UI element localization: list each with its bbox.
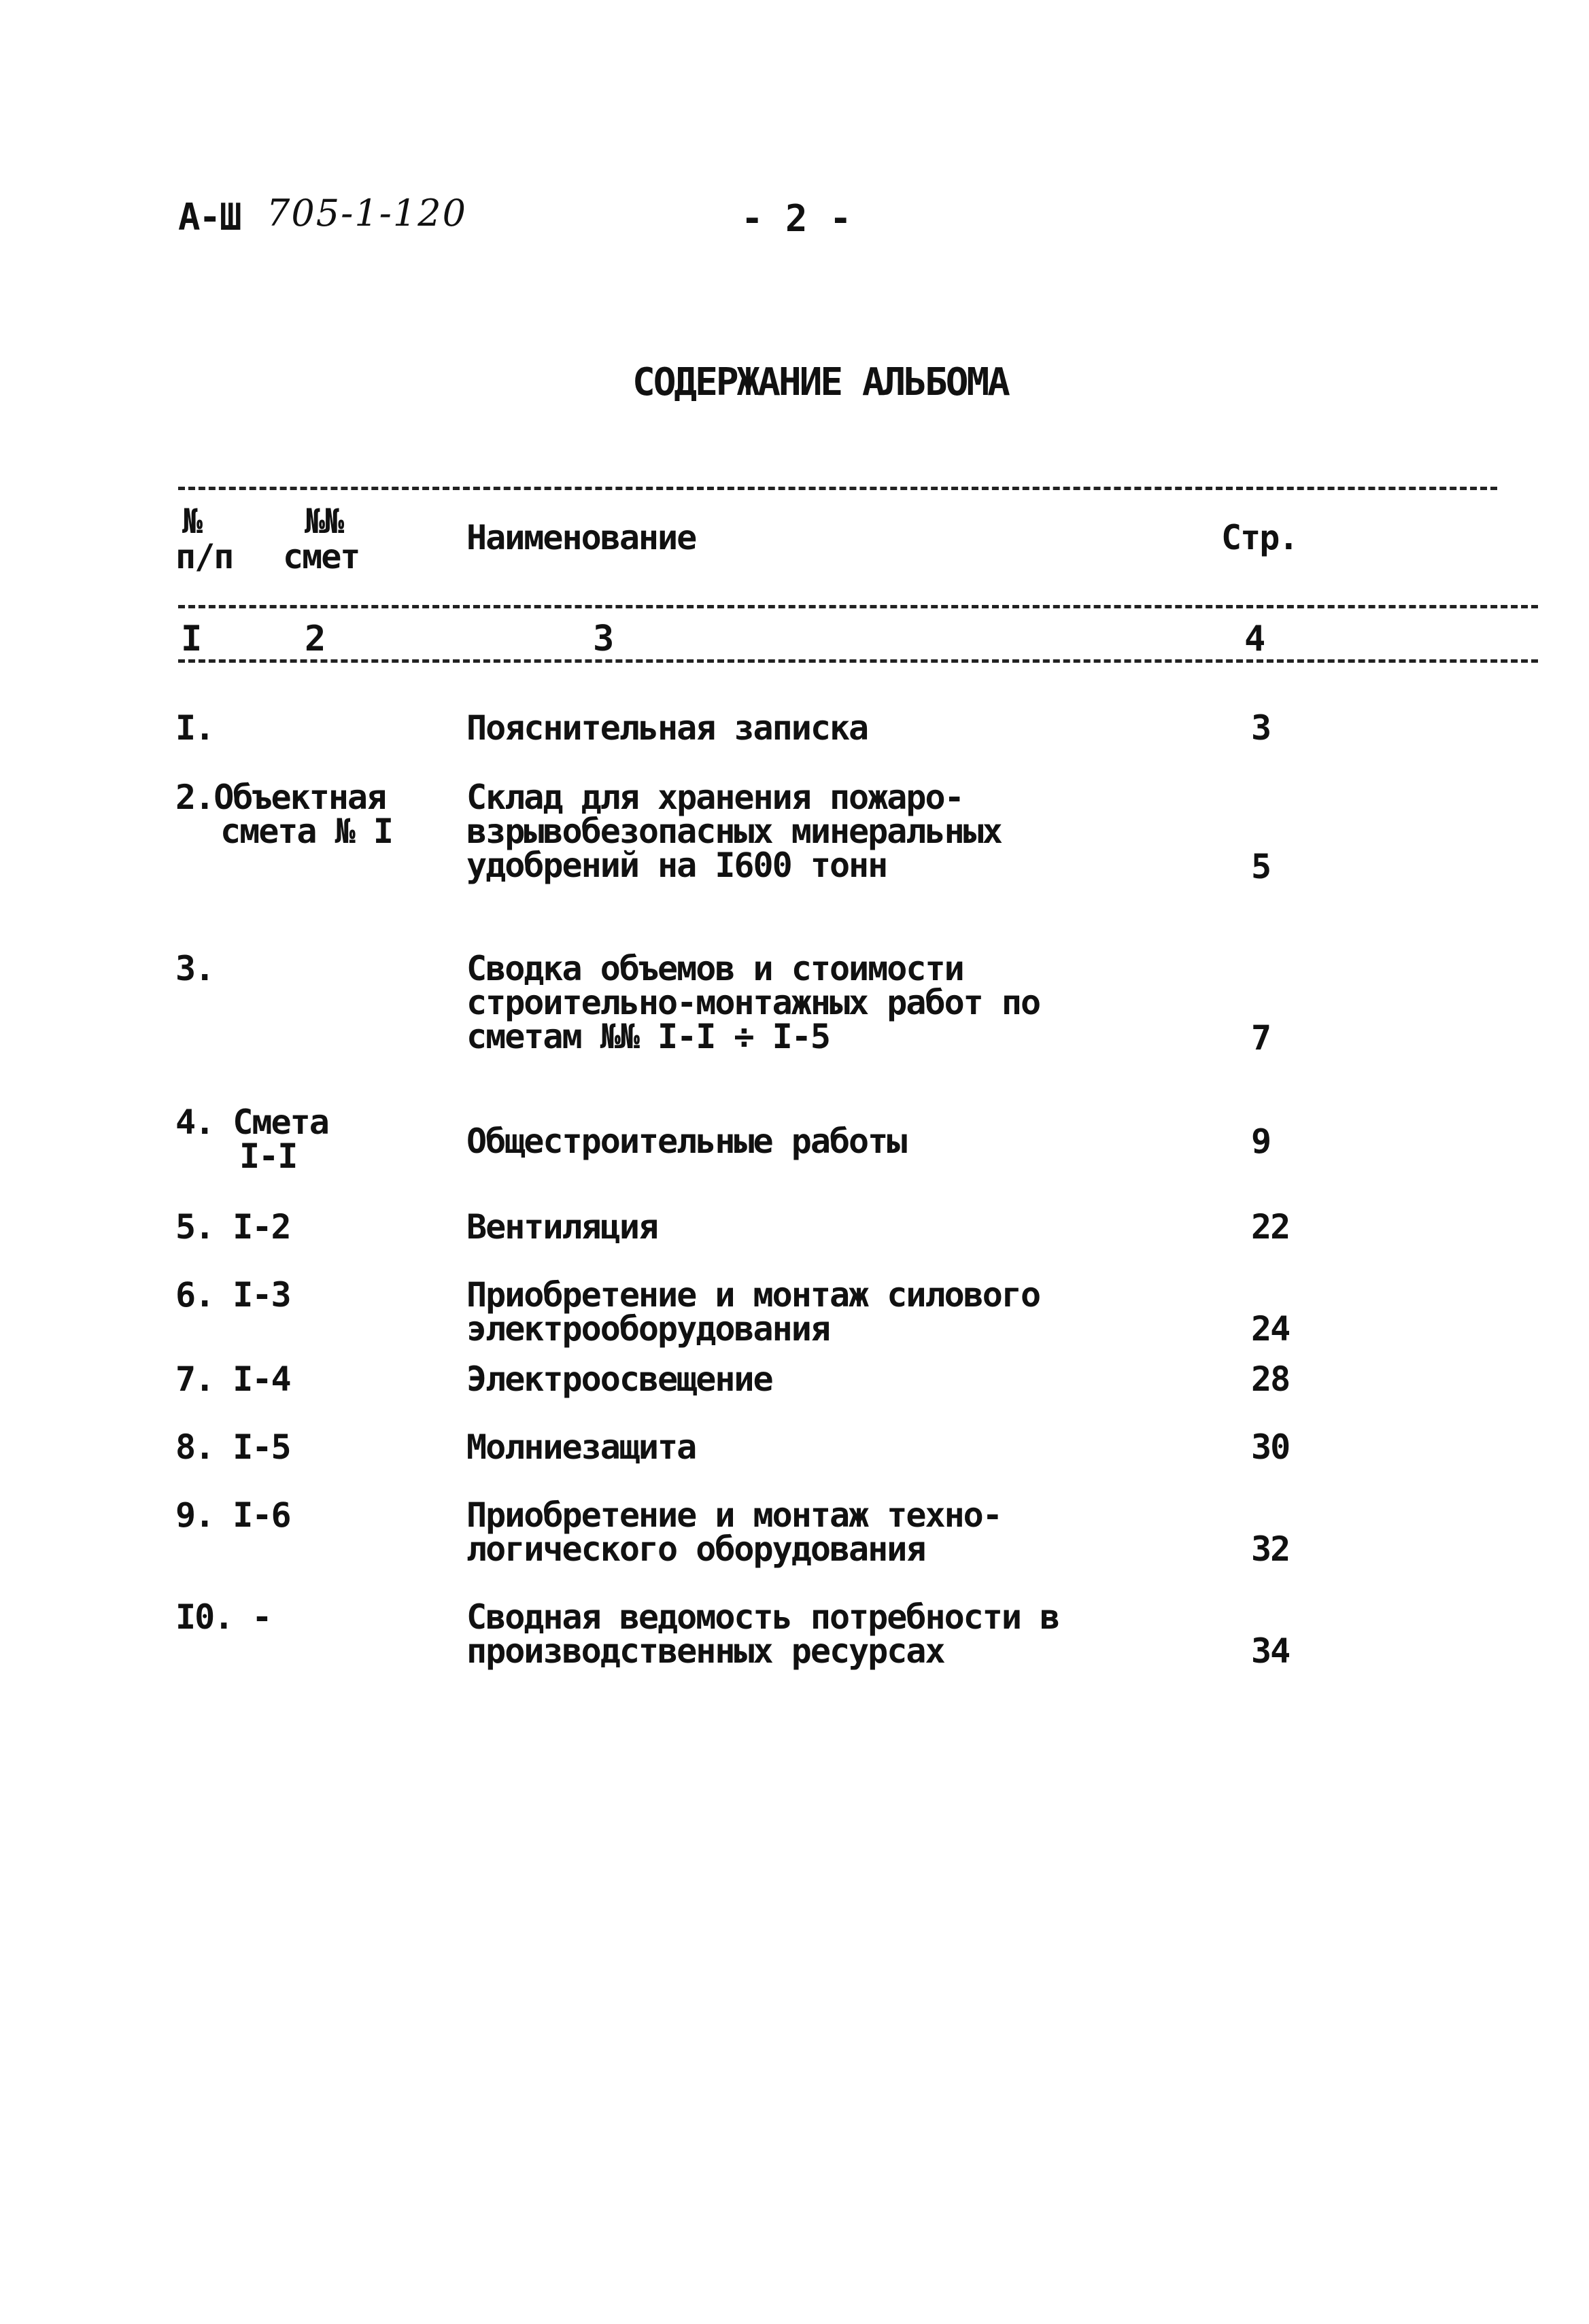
col-header-name: Наименование	[466, 518, 696, 557]
row-4-name: Общестроительные работы	[466, 1122, 906, 1161]
row-3-number-line1: 3.	[175, 949, 214, 988]
row-2-page: 5	[1251, 847, 1271, 886]
col-number-4: 4	[1244, 619, 1266, 659]
row-5-page: 22	[1251, 1207, 1290, 1247]
row-6-number-line1: 6. I-3	[175, 1275, 290, 1315]
row-1-number-line1: I.	[175, 708, 214, 748]
row-6-page: 24	[1251, 1309, 1290, 1349]
col-number-1: I	[181, 619, 203, 659]
col-header-number-line2: п/п	[175, 537, 233, 576]
row-10-number-line1: I0. -	[175, 1597, 271, 1637]
row-5-number-line1: 5. I-2	[175, 1207, 290, 1247]
row-3-name: Сводка объемов и стоимости строительно-монтажных работ по сметам №№ I-I ÷ I-5	[466, 949, 1040, 1056]
table-top-rule	[178, 487, 1497, 490]
col-header-number-line1: №	[182, 502, 202, 541]
col-number-2: 2	[305, 619, 326, 659]
row-9-number	[175, 1495, 447, 1535]
row-1-name: Пояснительная записка	[466, 708, 868, 748]
page-title: СОДЕРЖАНИЕ АЛЬБОМА	[632, 360, 1008, 404]
col-header-estimates-line2: смет	[283, 537, 360, 576]
row-3-page: 7	[1251, 1018, 1271, 1058]
handwritten-document-number: 705-1-120	[267, 192, 467, 235]
row-7-number	[175, 1359, 447, 1399]
row-8-name: Молниезащита	[466, 1427, 696, 1467]
row-7-page: 28	[1251, 1359, 1290, 1399]
row-2-number-line1: 2.Объектная	[175, 778, 386, 817]
row-10-page: 34	[1251, 1631, 1290, 1671]
col-header-page: Стр.	[1221, 518, 1298, 557]
col-number-3: 3	[593, 619, 615, 659]
row-4-number	[175, 1103, 447, 1176]
row-5-number	[175, 1207, 447, 1247]
page-number: - 2 -	[741, 197, 852, 240]
row-2-name: Склад для хранения пожаро-взрывобезопасных минеральных удобрений на I600 тонн	[466, 778, 1002, 885]
row-10-name: Сводная ведомость потребности в производственных ресурсах	[466, 1597, 1059, 1671]
row-7-number-line1: 7. I-4	[175, 1359, 290, 1399]
row-2-number	[175, 778, 461, 851]
row-7-name: Электроосвещение	[466, 1359, 772, 1399]
column-numbers-rule	[178, 659, 1538, 663]
row-10-number	[175, 1597, 447, 1637]
row-9-number-line1: 9. I-6	[175, 1495, 290, 1535]
row-3-number	[175, 949, 447, 988]
col-header-estimates-line1: №№	[305, 502, 343, 541]
row-6-name: Приобретение и монтаж силового электрооборудования	[466, 1275, 1040, 1349]
row-8-page: 30	[1251, 1427, 1290, 1467]
row-5-name: Вентиляция	[466, 1207, 658, 1247]
row-8-number-line1: 8. I-5	[175, 1427, 290, 1467]
row-9-name: Приобретение и монтаж техно-логического оборудования	[466, 1495, 1002, 1569]
document-code: А-Ш	[178, 196, 241, 239]
row-8-number	[175, 1427, 447, 1467]
row-6-number	[175, 1275, 447, 1315]
row-1-page: 3	[1251, 708, 1271, 748]
row-4-page: 9	[1251, 1122, 1271, 1161]
header-bottom-rule	[178, 605, 1538, 608]
row-4-number-line1: 4. Смета	[175, 1103, 328, 1142]
row-1-number	[175, 708, 447, 748]
row-2-number-line2: смета № I	[220, 812, 392, 851]
row-9-page: 32	[1251, 1529, 1290, 1569]
row-4-number-line2: I-I	[239, 1137, 297, 1176]
